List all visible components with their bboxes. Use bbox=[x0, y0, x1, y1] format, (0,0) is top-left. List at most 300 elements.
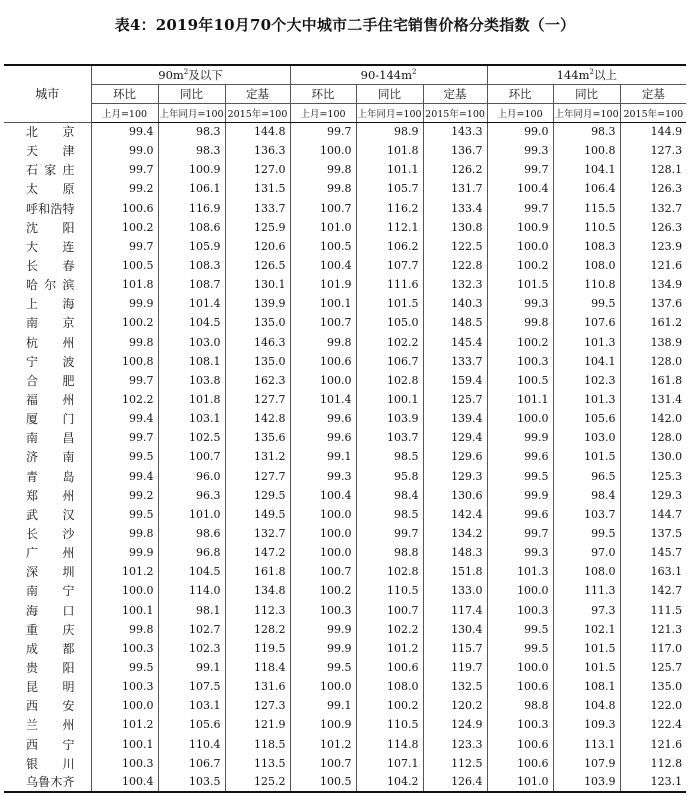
table-row bbox=[4, 160, 686, 179]
index-value: 100.9 bbox=[290, 715, 356, 734]
index-value: 100.0 bbox=[290, 543, 356, 562]
index-value: 129.3 bbox=[423, 467, 487, 486]
index-value: 99.6 bbox=[290, 428, 356, 447]
index-value: 116.9 bbox=[158, 199, 225, 218]
index-value: 127.3 bbox=[225, 696, 290, 715]
index-value: 113.1 bbox=[553, 735, 620, 754]
index-value: 140.3 bbox=[423, 294, 487, 313]
table-row bbox=[4, 275, 686, 294]
index-value: 100.6 bbox=[91, 199, 158, 218]
city-name: 上海 bbox=[26, 297, 75, 312]
index-value: 143.3 bbox=[423, 122, 487, 141]
table-row bbox=[4, 409, 686, 428]
index-value: 115.5 bbox=[553, 199, 620, 218]
index-value: 99.1 bbox=[290, 696, 356, 715]
index-value: 100.0 bbox=[487, 581, 553, 600]
table-row bbox=[4, 447, 686, 466]
index-value: 127.0 bbox=[225, 160, 290, 179]
index-value: 119.5 bbox=[225, 639, 290, 658]
index-value: 100.2 bbox=[356, 696, 423, 715]
table-row bbox=[4, 218, 686, 237]
table-row bbox=[4, 601, 686, 620]
group-header-small: $90m^2$及以下 bbox=[91, 65, 290, 84]
index-value: 99.6 bbox=[487, 505, 553, 524]
index-value: 100.3 bbox=[290, 601, 356, 620]
index-value: 100.2 bbox=[487, 333, 553, 352]
index-value: 101.8 bbox=[91, 275, 158, 294]
city-name: 呼和浩特 bbox=[26, 201, 75, 216]
city-name: 长春 bbox=[26, 259, 75, 274]
index-value: 130.4 bbox=[423, 620, 487, 639]
index-value: 146.3 bbox=[225, 333, 290, 352]
index-value: 114.0 bbox=[158, 581, 225, 600]
index-value: 105.6 bbox=[553, 409, 620, 428]
index-value: 162.3 bbox=[225, 371, 290, 390]
index-value: 122.0 bbox=[620, 696, 686, 715]
table-row bbox=[4, 639, 686, 658]
index-value: 99.5 bbox=[487, 639, 553, 658]
index-value: 161.8 bbox=[620, 371, 686, 390]
city-name: 太原 bbox=[26, 182, 75, 197]
base-header-cell: 2015年=100 bbox=[423, 103, 487, 122]
index-value: 151.8 bbox=[423, 562, 487, 581]
index-value: 99.7 bbox=[91, 237, 158, 256]
index-value: 116.2 bbox=[356, 199, 423, 218]
index-value: 132.5 bbox=[423, 677, 487, 696]
index-value: 99.7 bbox=[487, 524, 553, 543]
price-index-table bbox=[4, 64, 686, 793]
index-value: 122.5 bbox=[423, 237, 487, 256]
index-value: 133.0 bbox=[423, 581, 487, 600]
index-value: 136.7 bbox=[423, 141, 487, 160]
index-value: 130.0 bbox=[620, 447, 686, 466]
sub-header-cell: 环比 bbox=[91, 84, 158, 103]
index-value: 99.8 bbox=[487, 313, 553, 332]
index-value: 99.6 bbox=[290, 409, 356, 428]
index-value: 99.9 bbox=[487, 486, 553, 505]
index-value: 100.4 bbox=[290, 256, 356, 275]
index-value: 128.1 bbox=[620, 160, 686, 179]
index-value: 121.6 bbox=[620, 735, 686, 754]
index-value: 100.7 bbox=[290, 562, 356, 581]
index-value: 102.3 bbox=[158, 639, 225, 658]
base-header-cell: 2015年=100 bbox=[620, 103, 686, 122]
index-value: 100.3 bbox=[487, 601, 553, 620]
table-title: 表4：2019年10月70个大中城市二手住宅销售价格分类指数（一） bbox=[114, 16, 576, 34]
index-value: 135.0 bbox=[225, 352, 290, 371]
table-row bbox=[4, 773, 686, 792]
index-value: 96.8 bbox=[158, 543, 225, 562]
index-value: 100.1 bbox=[356, 390, 423, 409]
index-value: 100.0 bbox=[290, 677, 356, 696]
index-value: 101.0 bbox=[290, 218, 356, 237]
table-row bbox=[4, 122, 686, 141]
index-value: 100.8 bbox=[553, 141, 620, 160]
index-value: 101.8 bbox=[356, 141, 423, 160]
index-value: 100.5 bbox=[487, 371, 553, 390]
city-name: 合肥 bbox=[26, 373, 75, 388]
index-value: 104.1 bbox=[553, 352, 620, 371]
index-value: 115.7 bbox=[423, 639, 487, 658]
index-value: 132.7 bbox=[225, 524, 290, 543]
index-value: 100.2 bbox=[91, 313, 158, 332]
index-value: 99.7 bbox=[356, 524, 423, 543]
index-value: 106.1 bbox=[158, 179, 225, 198]
index-value: 137.5 bbox=[620, 524, 686, 543]
index-value: 130.8 bbox=[423, 218, 487, 237]
index-value: 148.5 bbox=[423, 313, 487, 332]
index-value: 101.5 bbox=[553, 658, 620, 677]
index-value: 98.4 bbox=[356, 486, 423, 505]
index-value: 112.3 bbox=[225, 601, 290, 620]
table-row bbox=[4, 256, 686, 275]
index-value: 121.3 bbox=[620, 620, 686, 639]
index-value: 123.1 bbox=[620, 773, 686, 792]
index-value: 99.5 bbox=[91, 658, 158, 677]
index-value: 97.3 bbox=[553, 601, 620, 620]
index-value: 108.7 bbox=[158, 275, 225, 294]
index-value: 100.4 bbox=[91, 773, 158, 792]
index-value: 101.1 bbox=[356, 160, 423, 179]
index-value: 110.5 bbox=[356, 715, 423, 734]
index-value: 128.0 bbox=[620, 428, 686, 447]
index-value: 99.4 bbox=[91, 409, 158, 428]
index-value: 100.7 bbox=[290, 754, 356, 773]
table-row bbox=[4, 524, 686, 543]
base-header-cell: 上年同月=100 bbox=[356, 103, 423, 122]
index-value: 138.9 bbox=[620, 333, 686, 352]
city-name: 天津 bbox=[26, 144, 75, 159]
city-name: 深圳 bbox=[26, 565, 75, 580]
index-value: 99.9 bbox=[91, 543, 158, 562]
index-value: 99.9 bbox=[290, 639, 356, 658]
base-header-cell: 上年同月=100 bbox=[158, 103, 225, 122]
city-name: 银川 bbox=[26, 756, 75, 771]
index-value: 99.4 bbox=[91, 467, 158, 486]
index-value: 131.7 bbox=[423, 179, 487, 198]
index-value: 99.7 bbox=[487, 199, 553, 218]
index-value: 161.8 bbox=[225, 562, 290, 581]
index-value: 100.0 bbox=[487, 658, 553, 677]
index-value: 137.6 bbox=[620, 294, 686, 313]
index-value: 142.8 bbox=[225, 409, 290, 428]
sub-header-cell: 定基 bbox=[423, 84, 487, 103]
index-value: 100.3 bbox=[487, 715, 553, 734]
index-value: 103.0 bbox=[553, 428, 620, 447]
city-name: 南宁 bbox=[26, 584, 75, 599]
index-value: 99.9 bbox=[290, 620, 356, 639]
table-row bbox=[4, 677, 686, 696]
index-value: 117.4 bbox=[423, 601, 487, 620]
table-row bbox=[4, 390, 686, 409]
table-row bbox=[4, 352, 686, 371]
index-value: 99.8 bbox=[91, 524, 158, 543]
index-value: 121.6 bbox=[620, 256, 686, 275]
city-name: 广州 bbox=[26, 546, 75, 561]
city-name: 沈阳 bbox=[26, 220, 75, 235]
index-value: 144.7 bbox=[620, 505, 686, 524]
city-name: 西安 bbox=[26, 699, 75, 714]
index-value: 106.2 bbox=[356, 237, 423, 256]
index-value: 142.4 bbox=[423, 505, 487, 524]
table-row bbox=[4, 237, 686, 256]
index-value: 101.2 bbox=[356, 639, 423, 658]
city-name: 成都 bbox=[26, 641, 75, 656]
table-row bbox=[4, 715, 686, 734]
city-name: 武汉 bbox=[26, 507, 75, 522]
index-value: 96.5 bbox=[553, 467, 620, 486]
index-value: 100.1 bbox=[290, 294, 356, 313]
city-name: 杭州 bbox=[26, 335, 75, 350]
table-row bbox=[4, 658, 686, 677]
index-value: 100.4 bbox=[487, 179, 553, 198]
index-value: 105.9 bbox=[158, 237, 225, 256]
index-value: 120.6 bbox=[225, 237, 290, 256]
index-value: 100.7 bbox=[158, 447, 225, 466]
index-value: 101.4 bbox=[290, 390, 356, 409]
index-value: 102.5 bbox=[158, 428, 225, 447]
index-value: 104.5 bbox=[158, 313, 225, 332]
index-value: 99.2 bbox=[91, 486, 158, 505]
index-value: 102.8 bbox=[356, 562, 423, 581]
index-value: 99.5 bbox=[553, 294, 620, 313]
index-value: 122.8 bbox=[423, 256, 487, 275]
index-value: 127.3 bbox=[620, 141, 686, 160]
index-value: 99.8 bbox=[290, 160, 356, 179]
index-value: 101.4 bbox=[158, 294, 225, 313]
index-value: 139.9 bbox=[225, 294, 290, 313]
index-value: 100.0 bbox=[91, 696, 158, 715]
index-value: 101.1 bbox=[487, 390, 553, 409]
city-name: 乌鲁木齐 bbox=[4, 773, 91, 792]
index-value: 99.4 bbox=[91, 122, 158, 141]
index-value: 106.7 bbox=[158, 754, 225, 773]
index-value: 100.0 bbox=[487, 409, 553, 428]
index-value: 130.1 bbox=[225, 275, 290, 294]
index-value: 100.1 bbox=[91, 735, 158, 754]
index-value: 99.5 bbox=[487, 467, 553, 486]
sub-header-cell: 环比 bbox=[487, 84, 553, 103]
table-row bbox=[4, 562, 686, 581]
index-value: 142.0 bbox=[620, 409, 686, 428]
index-value: 99.6 bbox=[487, 447, 553, 466]
index-value: 148.3 bbox=[423, 543, 487, 562]
index-value: 142.7 bbox=[620, 581, 686, 600]
city-name: 济南 bbox=[26, 450, 75, 465]
index-value: 107.9 bbox=[553, 754, 620, 773]
index-value: 99.9 bbox=[91, 294, 158, 313]
index-value: 112.1 bbox=[356, 218, 423, 237]
index-value: 110.5 bbox=[553, 218, 620, 237]
index-value: 103.7 bbox=[356, 428, 423, 447]
sub-header-cell: 定基 bbox=[620, 84, 686, 103]
index-value: 145.7 bbox=[620, 543, 686, 562]
city-name: 兰州 bbox=[26, 718, 75, 733]
index-value: 108.6 bbox=[158, 218, 225, 237]
index-value: 135.0 bbox=[225, 313, 290, 332]
index-value: 125.7 bbox=[620, 658, 686, 677]
base-header-row bbox=[4, 103, 686, 122]
index-value: 100.5 bbox=[91, 256, 158, 275]
index-value: 103.8 bbox=[158, 371, 225, 390]
index-value: 104.2 bbox=[356, 773, 423, 792]
index-value: 99.1 bbox=[290, 447, 356, 466]
index-value: 130.6 bbox=[423, 486, 487, 505]
index-value: 99.3 bbox=[290, 467, 356, 486]
index-value: 131.5 bbox=[225, 179, 290, 198]
index-value: 99.8 bbox=[290, 333, 356, 352]
index-value: 103.0 bbox=[158, 333, 225, 352]
city-name: 大连 bbox=[26, 239, 75, 254]
index-value: 97.0 bbox=[553, 543, 620, 562]
index-value: 99.9 bbox=[487, 428, 553, 447]
index-value: 125.7 bbox=[423, 390, 487, 409]
index-value: 109.3 bbox=[553, 715, 620, 734]
index-value: 105.6 bbox=[158, 715, 225, 734]
index-value: 98.6 bbox=[158, 524, 225, 543]
index-value: 99.8 bbox=[91, 333, 158, 352]
index-value: 135.0 bbox=[620, 677, 686, 696]
index-value: 101.3 bbox=[553, 333, 620, 352]
index-value: 100.3 bbox=[91, 639, 158, 658]
index-value: 100.0 bbox=[290, 141, 356, 160]
index-value: 111.3 bbox=[553, 581, 620, 600]
city-name: 贵阳 bbox=[26, 661, 75, 675]
group-header-medium: $90-144m^2$ bbox=[290, 65, 487, 84]
index-value: 126.3 bbox=[620, 179, 686, 198]
city-name: 郑州 bbox=[26, 488, 75, 503]
index-value: 139.4 bbox=[423, 409, 487, 428]
index-value: 128.2 bbox=[225, 620, 290, 639]
index-value: 99.5 bbox=[487, 620, 553, 639]
index-value: 133.4 bbox=[423, 199, 487, 218]
index-value: 100.0 bbox=[487, 237, 553, 256]
index-value: 101.0 bbox=[158, 505, 225, 524]
index-value: 102.2 bbox=[356, 620, 423, 639]
table-row bbox=[4, 313, 686, 332]
index-value: 101.8 bbox=[158, 390, 225, 409]
index-value: 124.9 bbox=[423, 715, 487, 734]
index-value: 100.0 bbox=[290, 505, 356, 524]
index-value: 135.6 bbox=[225, 428, 290, 447]
index-value: 107.1 bbox=[356, 754, 423, 773]
index-value: 100.2 bbox=[91, 218, 158, 237]
index-value: 100.6 bbox=[356, 658, 423, 677]
index-value: 133.7 bbox=[225, 199, 290, 218]
index-value: 113.5 bbox=[225, 754, 290, 773]
index-value: 108.3 bbox=[158, 256, 225, 275]
index-value: 99.8 bbox=[290, 179, 356, 198]
index-value: 98.3 bbox=[158, 122, 225, 141]
index-value: 126.4 bbox=[423, 773, 487, 792]
index-value: 117.0 bbox=[620, 639, 686, 658]
index-value: 108.1 bbox=[158, 352, 225, 371]
index-value: 100.2 bbox=[487, 256, 553, 275]
index-value: 126.3 bbox=[620, 218, 686, 237]
index-value: 98.3 bbox=[158, 141, 225, 160]
index-value: 104.1 bbox=[553, 160, 620, 179]
index-value: 118.5 bbox=[225, 735, 290, 754]
index-value: 100.9 bbox=[158, 160, 225, 179]
index-value: 100.6 bbox=[487, 735, 553, 754]
sub-header-cell: 同比 bbox=[158, 84, 225, 103]
index-value: 127.7 bbox=[225, 467, 290, 486]
index-value: 99.0 bbox=[487, 122, 553, 141]
index-value: 99.8 bbox=[91, 620, 158, 639]
index-value: 108.3 bbox=[553, 237, 620, 256]
index-value: 105.0 bbox=[356, 313, 423, 332]
index-value: 99.5 bbox=[91, 447, 158, 466]
index-value: 100.5 bbox=[290, 773, 356, 792]
index-value: 131.2 bbox=[225, 447, 290, 466]
index-value: 99.0 bbox=[91, 141, 158, 160]
index-value: 107.5 bbox=[158, 677, 225, 696]
index-value: 159.4 bbox=[423, 371, 487, 390]
index-value: 105.7 bbox=[356, 179, 423, 198]
index-value: 99.7 bbox=[91, 428, 158, 447]
index-value: 125.3 bbox=[620, 467, 686, 486]
index-value: 102.7 bbox=[158, 620, 225, 639]
index-value: 103.7 bbox=[553, 505, 620, 524]
city-name: 海口 bbox=[26, 603, 75, 618]
index-value: 103.5 bbox=[158, 773, 225, 792]
city-name: 福州 bbox=[26, 393, 75, 408]
index-value: 106.7 bbox=[356, 352, 423, 371]
index-value: 99.5 bbox=[290, 658, 356, 677]
index-value: 99.3 bbox=[487, 294, 553, 313]
index-value: 100.4 bbox=[290, 486, 356, 505]
index-value: 129.6 bbox=[423, 447, 487, 466]
city-name: 南昌 bbox=[26, 431, 75, 446]
index-value: 131.4 bbox=[620, 390, 686, 409]
city-name: 南京 bbox=[26, 316, 75, 331]
index-value: 100.6 bbox=[487, 677, 553, 696]
index-value: 100.3 bbox=[91, 754, 158, 773]
index-value: 108.0 bbox=[553, 562, 620, 581]
index-value: 125.2 bbox=[225, 773, 290, 792]
index-value: 122.4 bbox=[620, 715, 686, 734]
index-value: 132.3 bbox=[423, 275, 487, 294]
table-row bbox=[4, 505, 686, 524]
index-value: 147.2 bbox=[225, 543, 290, 562]
base-header-cell: 上月=100 bbox=[487, 103, 553, 122]
city-name: 石家庄 bbox=[26, 163, 75, 178]
index-value: 129.3 bbox=[620, 486, 686, 505]
index-value: 114.8 bbox=[356, 735, 423, 754]
table-row bbox=[4, 179, 686, 198]
index-value: 99.7 bbox=[91, 371, 158, 390]
index-value: 99.5 bbox=[91, 505, 158, 524]
index-value: 100.7 bbox=[356, 601, 423, 620]
index-value: 100.0 bbox=[290, 524, 356, 543]
index-value: 101.5 bbox=[356, 294, 423, 313]
index-value: 161.2 bbox=[620, 313, 686, 332]
index-value: 100.7 bbox=[290, 313, 356, 332]
index-value: 120.2 bbox=[423, 696, 487, 715]
table-row bbox=[4, 696, 686, 715]
index-value: 102.1 bbox=[553, 620, 620, 639]
index-value: 145.4 bbox=[423, 333, 487, 352]
index-value: 98.5 bbox=[356, 447, 423, 466]
index-value: 101.9 bbox=[290, 275, 356, 294]
index-value: 101.2 bbox=[91, 562, 158, 581]
table-row bbox=[4, 543, 686, 562]
index-value: 103.9 bbox=[553, 773, 620, 792]
index-value: 127.7 bbox=[225, 390, 290, 409]
index-value: 98.3 bbox=[553, 122, 620, 141]
index-value: 119.7 bbox=[423, 658, 487, 677]
index-value: 100.6 bbox=[290, 352, 356, 371]
